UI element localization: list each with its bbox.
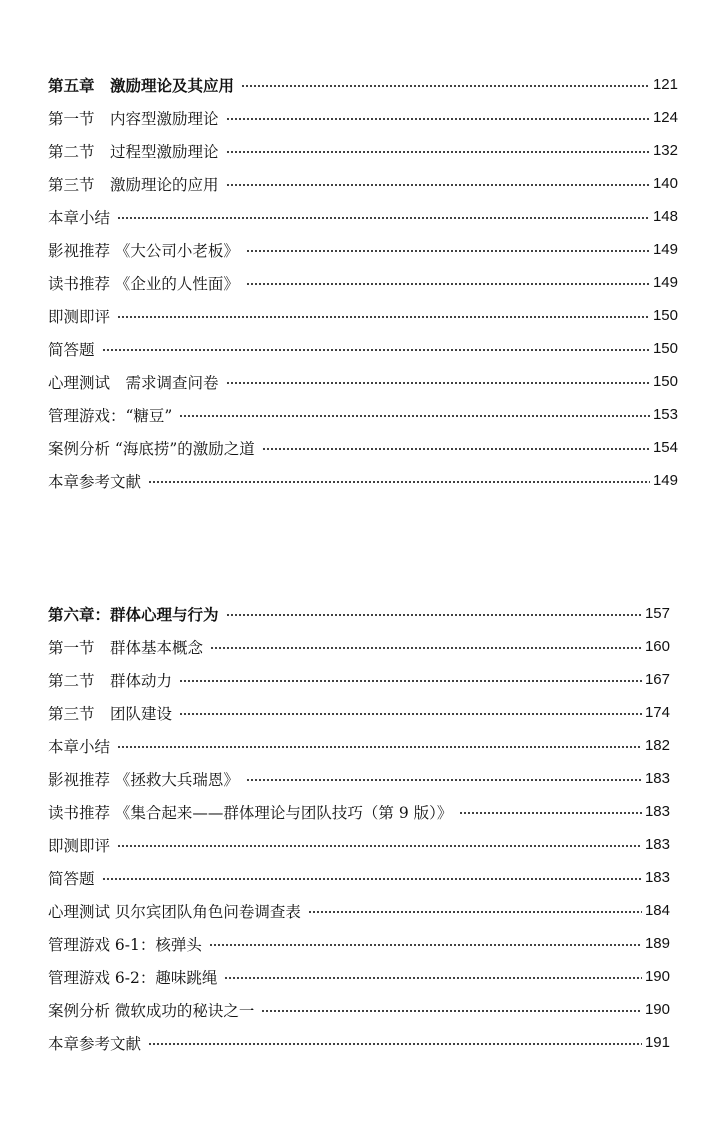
toc-chapter-heading[interactable]	[48, 68, 678, 101]
toc-dot-leader	[209, 944, 642, 946]
toc-entry-title: 本章参考文献	[48, 1034, 142, 1053]
toc-entry-title: 第一节 内容型激励理论	[48, 109, 219, 128]
toc-entry-title: 第五章 激励理论及其应用	[48, 75, 235, 95]
toc-section-chapter-5	[48, 68, 678, 497]
toc-entry-title: 第二节 过程型激励理论	[48, 142, 219, 161]
toc-entry[interactable]	[48, 299, 678, 332]
toc-entry-title: 即测即评	[48, 836, 111, 855]
toc-entry[interactable]	[48, 365, 678, 398]
toc-entry-title: 本章小结	[48, 208, 111, 227]
toc-page-number: 184	[644, 902, 670, 919]
toc-dot-leader	[117, 316, 650, 318]
toc-entry[interactable]	[48, 729, 670, 762]
toc-entry-title: 第二节 群体动力	[48, 671, 173, 690]
toc-entry[interactable]	[48, 630, 670, 663]
toc-entry-title: 本章小结	[48, 737, 111, 756]
toc-entry[interactable]	[48, 266, 678, 299]
toc-entry[interactable]	[48, 762, 670, 795]
toc-entry-title: 第三节 激励理论的应用	[48, 175, 219, 194]
toc-entry-title: 第一节 群体基本概念	[48, 638, 204, 657]
toc-page-number: 154	[652, 439, 678, 456]
toc-entry[interactable]	[48, 894, 670, 927]
toc-entry[interactable]	[48, 332, 678, 365]
toc-page-number: 148	[652, 208, 678, 225]
toc-entry[interactable]	[48, 200, 678, 233]
toc-page-number: 183	[644, 836, 670, 853]
toc-entry[interactable]	[48, 828, 670, 861]
toc-dot-leader	[148, 481, 650, 483]
toc-page-number: 189	[644, 935, 670, 952]
toc-entry-title: 影视推荐 《拯救大兵瑞恩》	[48, 770, 239, 789]
toc-entry[interactable]	[48, 993, 670, 1026]
toc-entry-title: 影视推荐 《大公司小老板》	[48, 241, 239, 260]
toc-dot-leader	[262, 448, 650, 450]
toc-entry-title: 管理游戏 6-1：核弹头	[48, 935, 202, 954]
toc-entry-title: 读书推荐 《企业的人性面》	[48, 274, 239, 293]
toc-dot-leader	[246, 250, 650, 252]
toc-page-number: 183	[644, 770, 670, 787]
toc-entry[interactable]	[48, 233, 678, 266]
toc-dot-leader	[308, 911, 642, 913]
toc-dot-leader	[246, 779, 642, 781]
toc-page-number: 182	[644, 737, 670, 754]
toc-dot-leader	[117, 217, 650, 219]
toc-page-number: 190	[644, 1001, 670, 1018]
toc-dot-leader	[261, 1010, 642, 1012]
toc-entry-title: 简答题	[48, 869, 95, 888]
toc-page-number: 157	[644, 605, 670, 622]
toc-dot-leader	[226, 151, 650, 153]
toc-entry-title: 管理游戏：“糖豆”	[48, 406, 173, 425]
toc-entry[interactable]	[48, 431, 678, 464]
toc-page-number: 183	[644, 869, 670, 886]
toc-page-number: 153	[652, 406, 678, 423]
toc-entry-title: 简答题	[48, 340, 95, 359]
toc-entry-title: 第六章：群体心理与行为	[48, 604, 219, 624]
toc-page-number: 167	[644, 671, 670, 688]
toc-page-number: 160	[644, 638, 670, 655]
toc-entry-title: 即测即评	[48, 307, 111, 326]
toc-dot-leader	[224, 977, 642, 979]
toc-dot-leader	[226, 184, 650, 186]
toc-entry[interactable]	[48, 464, 678, 497]
toc-page-number: 183	[644, 803, 670, 820]
toc-entry-title: 第三节 团队建设	[48, 704, 173, 723]
toc-entry[interactable]	[48, 960, 670, 993]
toc-entry[interactable]	[48, 861, 670, 894]
toc-dot-leader	[179, 680, 642, 682]
toc-entry-title: 管理游戏 6-2：趣味跳绳	[48, 968, 218, 987]
toc-dot-leader	[117, 845, 642, 847]
toc-dot-leader	[226, 118, 650, 120]
toc-entry[interactable]	[48, 398, 678, 431]
toc-dot-leader	[226, 382, 650, 384]
toc-dot-leader	[226, 614, 642, 616]
toc-dot-leader	[459, 812, 642, 814]
toc-page-number: 174	[644, 704, 670, 721]
toc-dot-leader	[117, 746, 642, 748]
toc-section-chapter-6	[48, 597, 670, 1059]
toc-page-number: 190	[644, 968, 670, 985]
toc-page-number: 121	[652, 76, 678, 93]
toc-entry-title: 心理测试 贝尔宾团队角色问卷调查表	[48, 902, 301, 921]
toc-page-number: 150	[652, 373, 678, 390]
toc-chapter-heading[interactable]	[48, 597, 670, 630]
toc-page-number: 124	[652, 109, 678, 126]
toc-dot-leader	[102, 349, 650, 351]
toc-page-number: 149	[652, 274, 678, 291]
toc-dot-leader	[246, 283, 650, 285]
toc-dot-leader	[210, 647, 642, 649]
toc-entry[interactable]	[48, 663, 670, 696]
toc-entry-title: 心理测试 需求调查问卷	[48, 373, 219, 392]
toc-dot-leader	[179, 415, 650, 417]
toc-entry[interactable]	[48, 1026, 670, 1059]
toc-entry-title: 读书推荐 《集合起来——群体理论与团队技巧（第 9 版）》	[48, 803, 453, 822]
toc-entry-title: 案例分析 微软成功的秘诀之一	[48, 1001, 255, 1020]
toc-dot-leader	[102, 878, 642, 880]
toc-dot-leader	[241, 85, 650, 87]
toc-page-number: 150	[652, 307, 678, 324]
toc-entry[interactable]	[48, 795, 670, 828]
toc-entry[interactable]	[48, 696, 670, 729]
toc-page-number: 150	[652, 340, 678, 357]
toc-dot-leader	[179, 713, 642, 715]
toc-entry-title: 案例分析 “海底捞”的激励之道	[48, 439, 255, 458]
toc-dot-leader	[148, 1043, 642, 1045]
toc-entry-title: 本章参考文献	[48, 472, 142, 491]
toc-entry[interactable]	[48, 101, 678, 134]
toc-entry[interactable]	[48, 167, 678, 200]
toc-page-number: 191	[644, 1034, 670, 1051]
toc-entry[interactable]	[48, 134, 678, 167]
toc-page-number: 149	[652, 241, 678, 258]
toc-page-number: 140	[652, 175, 678, 192]
toc-entry[interactable]	[48, 927, 670, 960]
toc-page-number: 132	[652, 142, 678, 159]
toc-page-number: 149	[652, 472, 678, 489]
